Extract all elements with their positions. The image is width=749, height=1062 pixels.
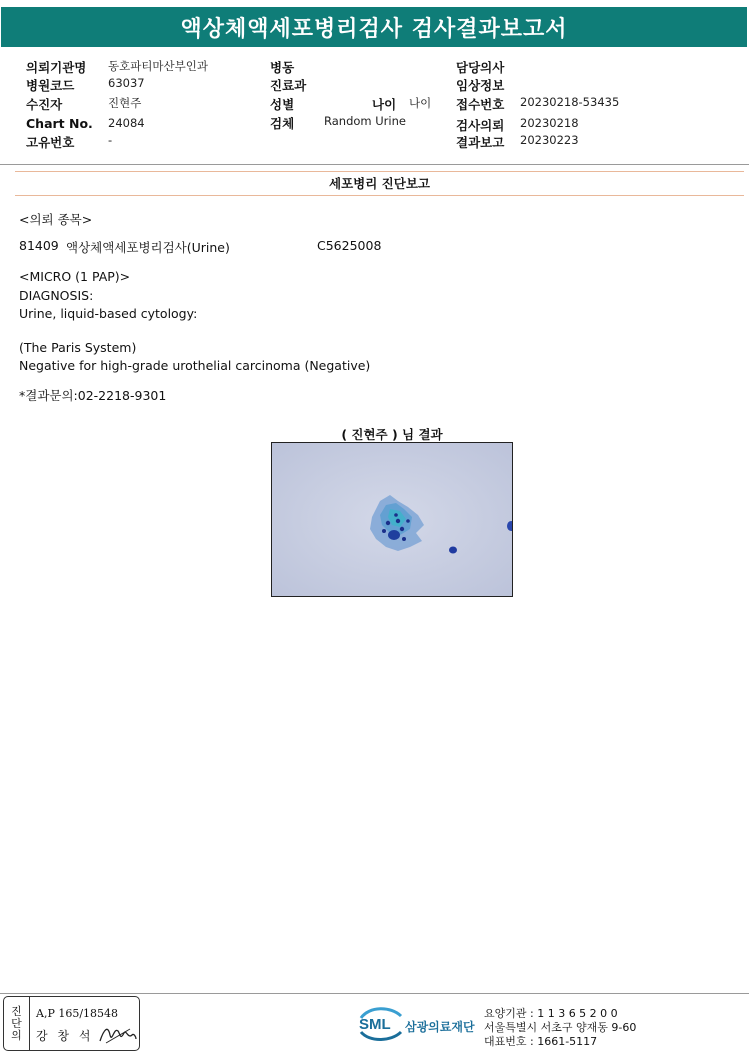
label-attending-physician: 담당의사 <box>456 60 505 75</box>
value-hospital-code: 63037 <box>108 76 145 90</box>
label-hospital-code: 병원코드 <box>26 78 75 93</box>
label-specimen: 검체 <box>270 116 295 131</box>
label-ward: 병동 <box>270 60 295 75</box>
label-accession-no: 접수번호 <box>456 97 505 112</box>
value-requesting-institution: 동호파티마산부인과 <box>108 59 208 73</box>
value-report-date: 20230223 <box>520 133 579 147</box>
value-accession-no: 20230218-53435 <box>520 95 620 109</box>
image-caption: ( 진현주 ) 님 결과 <box>341 427 443 442</box>
sml-logo-icon <box>357 1004 405 1044</box>
divider-footer <box>0 993 749 994</box>
diagnosis-heading: DIAGNOSIS: <box>19 288 94 303</box>
contact-phone: *결과문의:02-2218-9301 <box>19 388 167 403</box>
request-header: <의뢰 종목> <box>19 212 93 227</box>
request-name: 액상체액세포병리검사(Urine) <box>66 240 230 255</box>
diagnosis-specimen: Urine, liquid-based cytology: <box>19 306 198 321</box>
label-age: 나이 <box>372 97 397 112</box>
value-chart-no: 24084 <box>108 116 145 130</box>
section-divider-bottom <box>15 195 744 196</box>
section-divider-top <box>15 171 744 172</box>
request-code: 81409 <box>19 238 59 253</box>
signature-icon <box>98 1021 138 1047</box>
request-id: C5625008 <box>317 238 382 253</box>
label-report-date: 결과보고 <box>456 135 505 150</box>
label-department: 진료과 <box>270 78 307 93</box>
footer-address: 서울특별시 서초구 양재동 9-60 <box>484 1021 637 1034</box>
patient-info-block <box>0 56 749 152</box>
label-patient: 수진자 <box>26 97 63 112</box>
micrograph-drawing <box>272 443 512 596</box>
value-unique-id: - <box>108 133 113 147</box>
pathologist-name: 강 창 석 <box>36 1029 94 1043</box>
footer-institution-code: 요양기관 : 1 1 3 6 5 2 0 0 <box>484 1007 618 1020</box>
divider-top <box>0 164 749 165</box>
stamp-char-3: 의 <box>11 1028 22 1042</box>
value-age: 나이 <box>409 96 432 110</box>
value-patient: 진현주 <box>108 96 142 110</box>
label-request-date: 검사의뢰 <box>456 118 505 133</box>
footer-phone: 대표번호 : 1661-5117 <box>484 1035 598 1048</box>
pathologist-stamp <box>3 996 140 1051</box>
label-sex: 성별 <box>270 97 295 112</box>
label-clinical-info: 임상정보 <box>456 78 505 93</box>
diagnosis-result: Negative for high-grade urothelial carcinoma (Negative) <box>19 358 371 373</box>
micro-header: <MICRO (1 PAP)> <box>19 269 131 284</box>
value-request-date: 20230218 <box>520 116 579 130</box>
stamp-vertical-label <box>4 997 30 1050</box>
sml-logo-text: SML <box>359 1016 391 1033</box>
stamp-char-2: 단 <box>11 1016 22 1030</box>
pathologist-license: A,P 165/18548 <box>36 1007 119 1020</box>
cytology-micrograph <box>271 442 513 597</box>
label-unique-id: 고유번호 <box>26 135 75 150</box>
org-name: 삼광의료재단 <box>405 1020 475 1034</box>
stamp-char-1: 진 <box>11 1004 22 1018</box>
section-title: 세포병리 진단보고 <box>329 176 430 191</box>
label-requesting-institution: 의뢰기관명 <box>26 60 87 75</box>
diagnosis-system: (The Paris System) <box>19 340 137 355</box>
label-chart-no: Chart No. <box>26 116 93 131</box>
report-title: 액상체액세포병리검사 검사결과보고서 <box>1 7 747 47</box>
value-specimen: Random Urine <box>324 114 406 128</box>
